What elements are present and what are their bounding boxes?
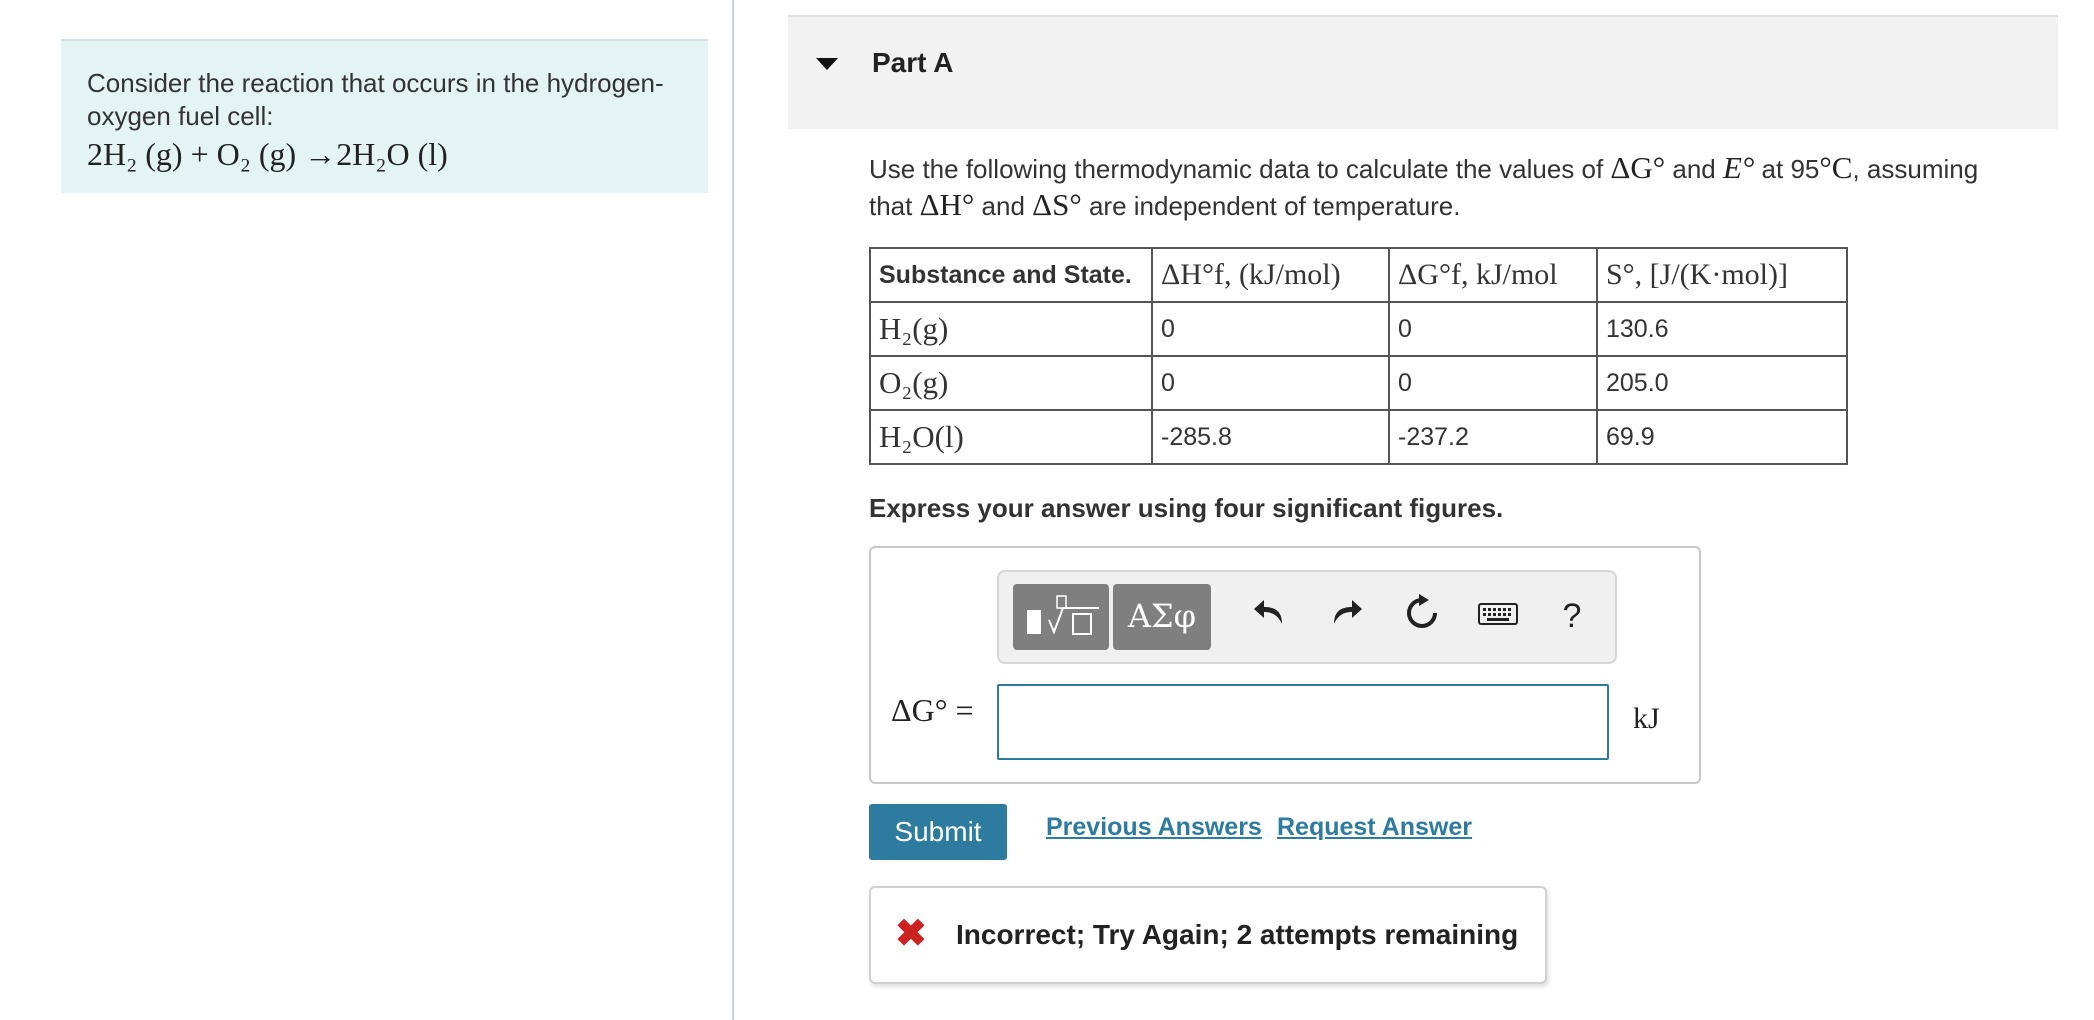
feedback-text: Incorrect; Try Again; 2 attempts remaining xyxy=(956,919,1519,950)
left-column xyxy=(0,0,734,1020)
keyboard-icon[interactable] xyxy=(1473,594,1523,638)
prompt-text: , assuming that xyxy=(869,154,1979,221)
answer-unit: kJ xyxy=(1633,702,1660,735)
problem-intro-box xyxy=(61,39,708,193)
delta-hf-cell: 0 xyxy=(1152,356,1389,410)
e-symbol: E° xyxy=(1722,150,1755,185)
part-a-header[interactable] xyxy=(788,15,2058,129)
collapse-caret-icon[interactable] xyxy=(816,58,838,70)
header-delta-hf: ΔH°f, (kJ/mol) xyxy=(1152,248,1389,302)
prompt-text: at 95 xyxy=(1754,154,1820,184)
request-answer-link[interactable]: Request Answer xyxy=(1277,813,1472,841)
prompt-text: and xyxy=(1665,154,1723,184)
reaction-equation: 2H₂ (g) + O₂ (g) →2H₂O (l) xyxy=(87,136,448,172)
delta-hf-cell: 0 xyxy=(1152,302,1389,356)
delta-gf-cell: 0 xyxy=(1389,356,1597,410)
problem-intro-text: Consider the reaction that occurs in the hydrogen-oxygen fuel cell: xyxy=(87,68,664,131)
table-row xyxy=(870,302,1847,356)
submit-button[interactable]: Submit xyxy=(869,804,1007,860)
entropy-cell: 205.0 xyxy=(1597,356,1847,410)
undo-icon[interactable] xyxy=(1245,594,1295,640)
delta-hf-cell: -285.8 xyxy=(1152,410,1389,464)
answer-input[interactable] xyxy=(997,684,1609,760)
entropy-cell: 130.6 xyxy=(1597,302,1847,356)
answer-instruction: Express your answer using four significant figures. xyxy=(869,493,1504,523)
redo-icon[interactable] xyxy=(1321,594,1371,640)
delta-s-symbol: ΔS° xyxy=(1032,187,1082,222)
delta-gf-cell: -237.2 xyxy=(1389,410,1597,464)
header-delta-gf: ΔG°f, kJ/mol xyxy=(1389,248,1597,302)
reset-icon[interactable] xyxy=(1397,594,1447,642)
substance-cell: O₂(g) xyxy=(870,356,1152,410)
feedback-box xyxy=(869,886,1547,984)
substance-cell: H₂(g) xyxy=(870,302,1152,356)
header-substance: Substance and State. xyxy=(870,248,1152,302)
delta-gf-cell: 0 xyxy=(1389,302,1597,356)
delta-g-symbol: ΔG° xyxy=(1610,150,1666,185)
incorrect-x-icon: ✖ xyxy=(895,913,927,955)
templates-icon xyxy=(1013,584,1109,650)
table-row xyxy=(870,410,1847,464)
table-row xyxy=(870,356,1847,410)
question-prompt xyxy=(869,150,2019,224)
thermodynamic-data-table xyxy=(869,247,1848,465)
prompt-text: Use the following thermodynamic data to calculate the values of xyxy=(869,154,1611,184)
math-toolbar xyxy=(997,570,1617,664)
table-header-row xyxy=(870,248,1847,302)
delta-h-symbol: ΔH° xyxy=(919,187,975,222)
answer-area xyxy=(869,546,1701,784)
prompt-text: are independent of temperature. xyxy=(1081,191,1461,221)
celsius-unit: °C xyxy=(1819,150,1853,185)
header-entropy: S°, [J/(K·mol)] xyxy=(1597,248,1847,302)
previous-answers-link[interactable]: Previous Answers xyxy=(1046,813,1262,841)
prompt-text: and xyxy=(974,191,1033,221)
answer-lhs-label: ΔG° = xyxy=(891,692,974,728)
substance-cell: H₂O(l) xyxy=(870,410,1152,464)
templates-button[interactable] xyxy=(1013,584,1109,650)
help-button[interactable]: ? xyxy=(1562,597,1582,635)
part-title: Part A xyxy=(872,47,954,78)
greek-symbols-button[interactable]: ΑΣφ xyxy=(1113,584,1211,650)
entropy-cell: 69.9 xyxy=(1597,410,1847,464)
